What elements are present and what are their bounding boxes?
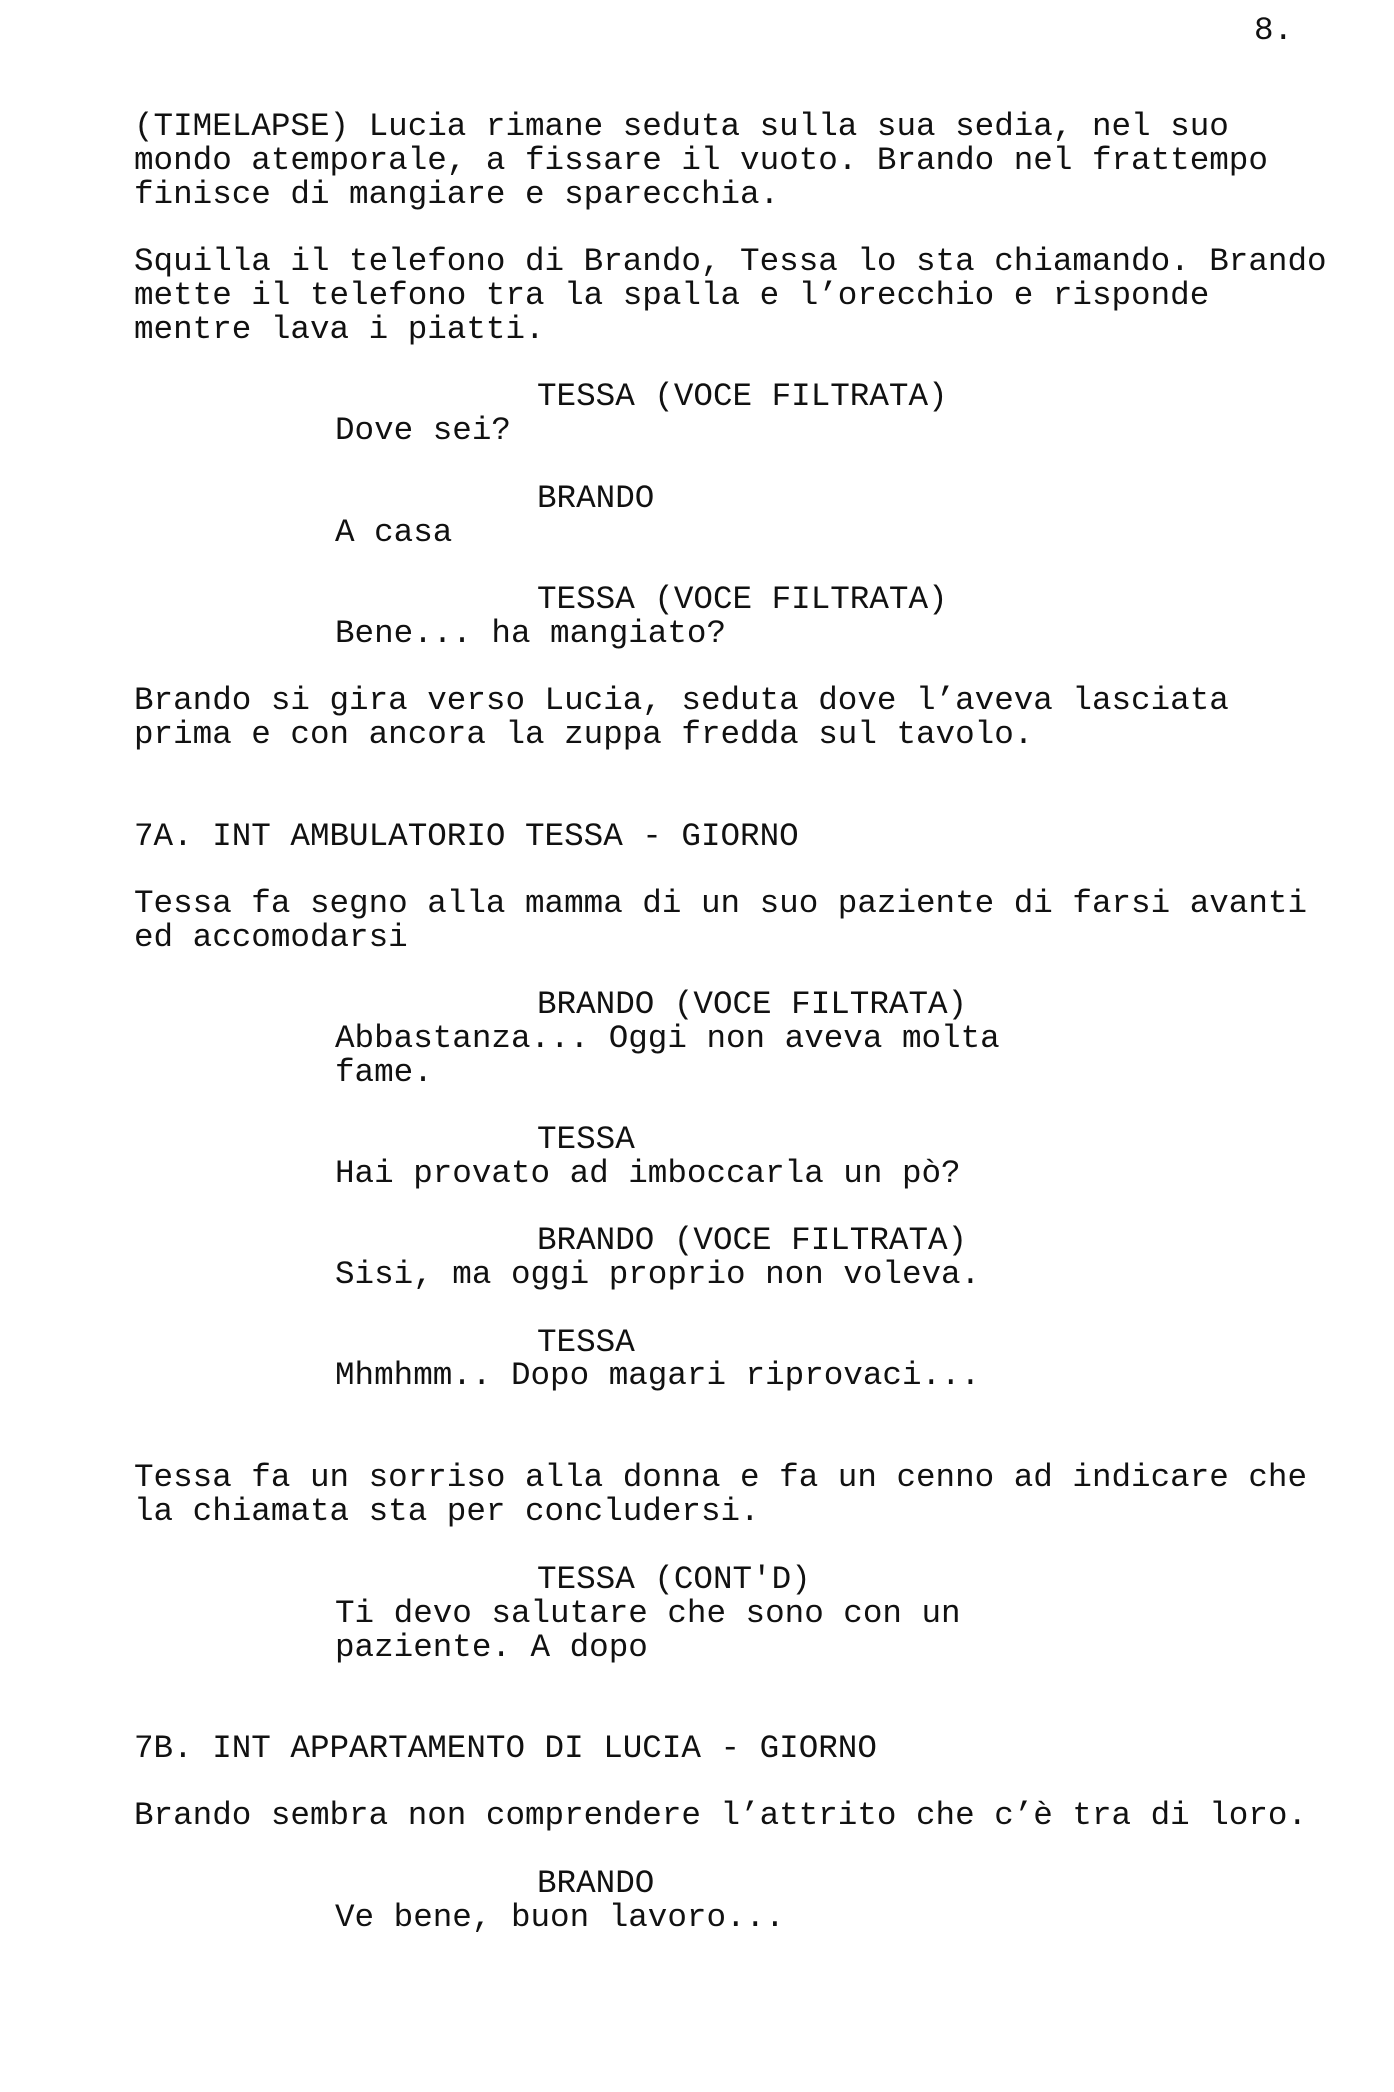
action-paragraph: Tessa fa un sorriso alla donna e fa un cenno ad indicare che la chiamata sta per concludersi. bbox=[134, 1459, 1308, 1530]
character-cue: TESSA bbox=[537, 1121, 635, 1158]
action-paragraph: Tessa fa segno alla mamma di un suo paziente di farsi avanti ed accomodarsi bbox=[134, 885, 1308, 956]
character-cue: BRANDO (VOCE FILTRATA) bbox=[537, 1222, 968, 1259]
dialogue-line: Dove sei? bbox=[335, 412, 511, 449]
character-cue: BRANDO (VOCE FILTRATA) bbox=[537, 986, 968, 1023]
dialogue-line: A casa bbox=[335, 514, 453, 551]
dialogue-line: Abbastanza... Oggi non aveva molta fame. bbox=[335, 1020, 1000, 1091]
character-cue: TESSA bbox=[537, 1324, 635, 1361]
action-paragraph: Brando sembra non comprendere l’attrito che c’è tra di loro. bbox=[134, 1797, 1308, 1834]
page-number: 8. bbox=[1254, 12, 1294, 49]
character-cue: TESSA (VOCE FILTRATA) bbox=[537, 378, 948, 415]
action-paragraph: Brando si gira verso Lucia, seduta dove l’aveva lasciata prima e con ancora la zuppa fredda sul tavolo. bbox=[134, 682, 1229, 753]
character-cue: BRANDO bbox=[537, 1865, 655, 1902]
dialogue-line: Sisi, ma oggi proprio non voleva. bbox=[335, 1256, 981, 1293]
dialogue-line: Bene... ha mangiato? bbox=[335, 615, 727, 652]
dialogue-line: Mhmhmm.. Dopo magari riprovaci... bbox=[335, 1357, 981, 1394]
action-paragraph: Squilla il telefono di Brando, Tessa lo sta chiamando. Brando mette il telefono tra la spalla e l’orecchio e risponde mentre lava i piatti. bbox=[134, 243, 1327, 348]
scene-heading: 7B. INT APPARTAMENTO DI LUCIA - GIORNO bbox=[134, 1730, 877, 1767]
character-cue: BRANDO bbox=[537, 480, 655, 517]
dialogue-line: Hai provato ad imboccarla un pò? bbox=[335, 1155, 961, 1192]
character-cue: TESSA (VOCE FILTRATA) bbox=[537, 581, 948, 618]
character-cue: TESSA (CONT'D) bbox=[537, 1561, 811, 1598]
action-paragraph: (TIMELAPSE) Lucia rimane seduta sulla sua sedia, nel suo mondo atemporale, a fissare il vuoto. Brando nel frattempo finisce di mangiare e sparecchia. bbox=[134, 108, 1268, 213]
dialogue-line: Ti devo salutare che sono con un paziente. A dopo bbox=[335, 1595, 961, 1666]
dialogue-line: Ve bene, buon lavoro... bbox=[335, 1899, 785, 1936]
scene-heading: 7A. INT AMBULATORIO TESSA - GIORNO bbox=[134, 818, 799, 855]
